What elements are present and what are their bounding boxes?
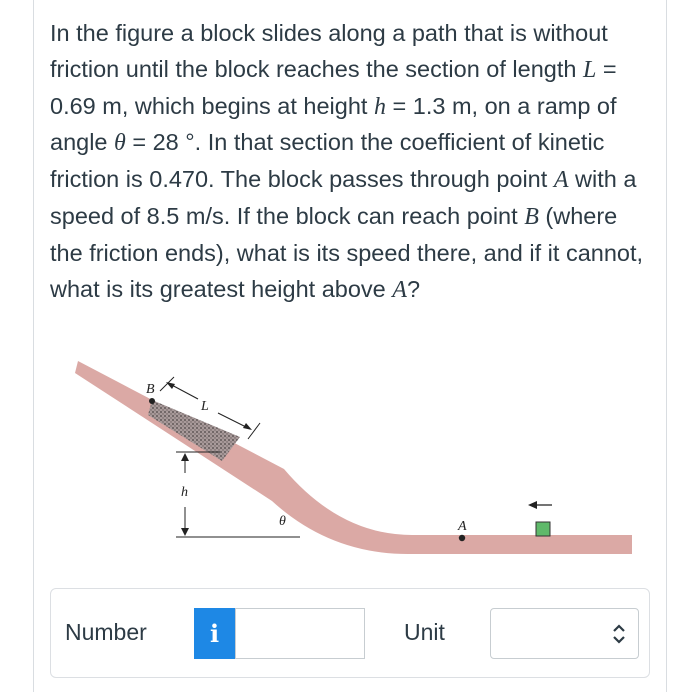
- question-text: In the figure a block slides along a path that is without friction until the block reaches the section of length L = 0.69 m, which begins at height h = 1.3 m, on a ramp of angle θ = 28 °. In that section the coefficient of kinetic friction is 0.470. The block passes through point A with a speed of 8.5 m/s. If the block can reach point B (where the friction ends), what is its speed there, and if it cannot, what is its greatest height above A?: [50, 20, 644, 303]
- label-l: L: [201, 399, 209, 414]
- info-icon: i: [209, 619, 220, 648]
- label-h: h: [181, 485, 188, 500]
- label-theta: θ: [279, 514, 286, 529]
- sliding-block: [536, 522, 550, 536]
- velocity-arrowhead: [528, 501, 537, 509]
- number-label: Number: [65, 619, 147, 645]
- unit-label: Unit: [404, 619, 445, 645]
- h-arrow-down: [181, 528, 189, 536]
- info-button[interactable]: [194, 608, 235, 659]
- l-tick-end: [248, 423, 260, 439]
- unit-select[interactable]: [490, 608, 639, 659]
- l-arrow-end: [243, 423, 252, 430]
- label-a: A: [458, 519, 467, 534]
- number-input[interactable]: [235, 608, 365, 659]
- label-b: B: [146, 382, 155, 397]
- h-arrow-up: [181, 453, 189, 461]
- updown-chevron-icon: [612, 623, 626, 645]
- ramp-figure: [60, 355, 640, 575]
- point-b-dot: [149, 398, 155, 404]
- answer-row: [50, 588, 650, 678]
- point-a-dot: [459, 535, 465, 541]
